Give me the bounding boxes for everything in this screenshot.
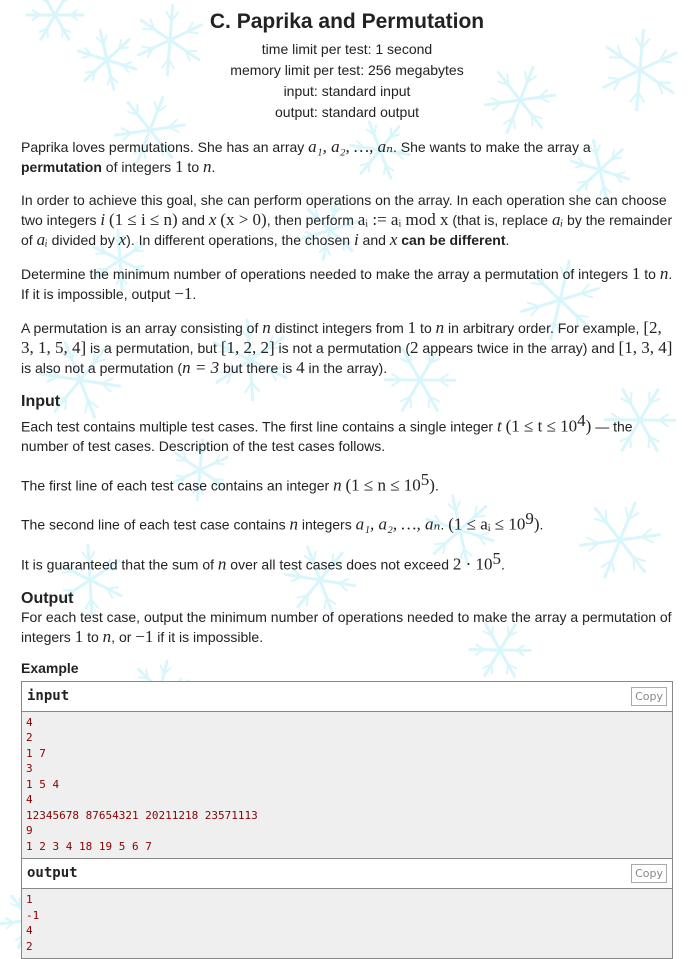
example-title: Example [21,659,673,678]
copy-output-button[interactable]: Copy [631,864,667,883]
statement-paragraph-1: Paprika loves permutations. She has an array a₁, a₂, …, aₙ. She wants to make the array a permutation of integers 1 to n. [21,137,673,177]
sample-input-line: 1 7 [26,746,668,762]
sample-input-line: 12345678 87654321 20211218 23571113 [26,808,668,824]
sample-input-line: 1 5 4 [26,777,668,793]
sample-output-content[interactable] [22,889,672,958]
sample-input-line: 4 [26,715,668,731]
memory-limit: memory limit per test: 256 megabytes [21,60,673,81]
input-paragraph-4: It is guaranteed that the sum of n over all test cases does not exceed $2 \cdot 10^5$. [21,549,673,575]
input-section-title: Input [21,392,673,411]
sample-input-line: 3 [26,761,668,777]
output-file: output: standard output [21,102,673,123]
sample-input-line: 9 [26,823,668,839]
input-paragraph-3: The second line of each test case contains n integers a₁, a₂, …, aₙ. (1 ≤ aᵢ ≤ $10^9$). [21,509,673,535]
output-section-title: Output [21,589,673,608]
statement-paragraph-4: A permutation is an array consisting of n distinct integers from 1 to n in arbitrary order. For example, [2, 3, 1, 5, 4] is a permutation, but [1, 2, 2] is not a permutation (2 appears twice in the array) and [1, 3, 4] is also not a permutation (n = 3 but there is 4 in the array). [21,318,673,378]
sample-output-box [21,859,673,959]
sample-output-line: 1 [26,892,668,908]
sample-output-header [22,859,672,889]
sample-output-line: 2 [26,939,668,955]
sample-input-content[interactable] [22,712,672,859]
sample-input-label: input [22,688,69,704]
problem-meta [21,39,673,123]
sample-input-line: 2 [26,730,668,746]
input-paragraph-2: The first line of each test case contains an integer n $(1 \le n \le 10^5)$. [21,470,673,496]
input-file: input: standard input [21,81,673,102]
problem-title: C. Paprika and Permutation [21,0,673,34]
output-paragraph-1: For each test case, output the minimum number of operations needed to make the array a permutation of integers 1 to n, or −1 if it is impossible. [21,608,673,647]
copy-input-button[interactable]: Copy [631,687,667,706]
sample-output-line: -1 [26,908,668,924]
statement-paragraph-2: In order to achieve this goal, she can perform operations on the array. In each operation she can choose two integers i (1 ≤ i ≤ n) and x (x > 0), then perform aᵢ := aᵢ mod x (that is, replace aᵢ by the remainder of aᵢ divided by x). In different operations, the chosen i and x can be different. [21,191,673,250]
sample-output-line: 4 [26,923,668,939]
sample-input-line: 1 2 3 4 18 19 5 6 7 [26,839,668,855]
time-limit: time limit per test: 1 second [21,39,673,60]
statement-paragraph-3: Determine the minimum number of operations needed to make the array a permutation of integers 1 to n. If it is impossible, output −1. [21,264,673,304]
sample-input-line: 4 [26,792,668,808]
bold-permutation: permutation [21,159,102,175]
sample-output-label: output [22,865,78,881]
sample-input-box [21,681,673,860]
input-paragraph-1: Each test contains multiple test cases. The first line contains a single integer t $(1 \le t \le 10^4)$ — the number of test cases. Description of the test cases follows. [21,411,673,456]
bold-can-be-different: can be different [401,232,505,248]
problem-header [21,0,673,123]
sample-input-header [22,682,672,712]
